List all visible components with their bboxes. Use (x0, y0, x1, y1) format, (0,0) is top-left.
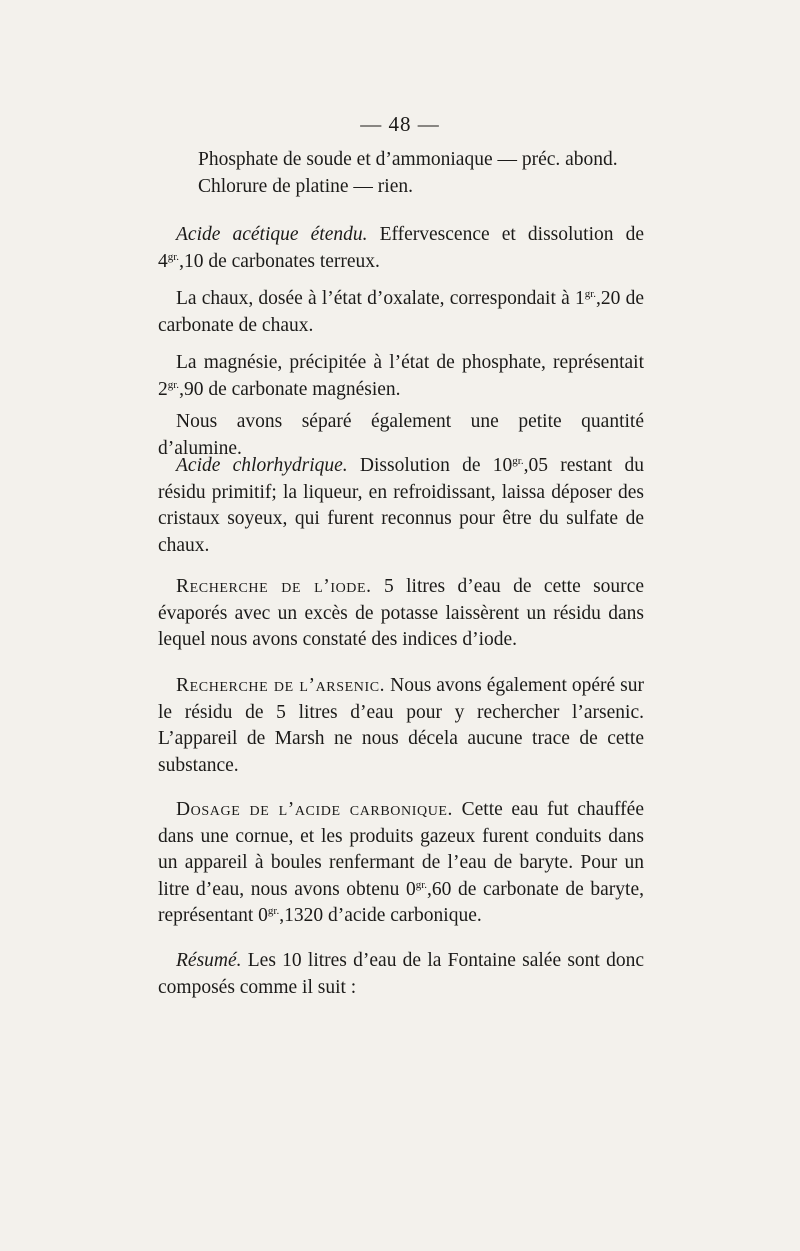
summary-text: Les 10 litres d’eau de la Fontaine salée sont donc composés comme il suit : (158, 950, 644, 998)
lime-text-a: La chaux, dosée à l’état d’oxalate, correspondait à 1 (176, 288, 585, 309)
magnesia-paragraph (158, 350, 644, 403)
arsenic-heading: Recherche de l’arsenic. (176, 675, 386, 696)
summary-section (158, 948, 644, 1001)
lime-paragraph (158, 286, 644, 339)
reagent-line-platinum: Chlorure de platine — rien. (198, 175, 413, 197)
summary-paragraph (158, 948, 644, 1001)
carbonic-text-b: ,60 de carbonate de baryte, représentant 0 (158, 878, 644, 926)
hydrochloric-text-b: ,05 restant du résidu primitif; la liqueur, en refroidissant, laissa déposer des cristaux soyeux, qui furent reconnus pour être du sulfate de chaux. (158, 455, 644, 556)
alumina-paragraph: Nous avons séparé également une petite quantité d’alumine. (158, 411, 644, 459)
carbonic-unit-b: gr. (267, 905, 280, 917)
acetic-paragraph (158, 222, 644, 275)
iodine-section (158, 574, 644, 654)
hydrochloric-text-a: Dissolution de 10 (347, 455, 513, 476)
carbonic-acid-section (158, 797, 644, 930)
carbonic-unit-a: gr. (415, 878, 428, 891)
hydrochloric-acid-section (158, 453, 644, 559)
iodine-heading: Recherche de l’iode. (176, 576, 372, 597)
carbonic-paragraph (158, 797, 644, 930)
carbonic-text-a: Cette eau fut chauffée dans une cornue, et les produits gazeux furent conduits dans un appareil à boules renfermant de l’eau de baryte. Pour un litre d’eau, nous avons obtenu 0 (158, 799, 644, 900)
acetic-text-b: ,10 de carbonates terreux. (179, 250, 380, 272)
hydrochloric-paragraph (158, 453, 644, 559)
acetic-heading: Acide acétique étendu. (176, 224, 368, 245)
iodine-text: 5 litres d’eau de cette source évaporés avec un excès de potasse laissèrent un résidu dans lequel nous avons constaté des indices d’iode. (158, 576, 644, 650)
arsenic-section (158, 673, 644, 779)
reagent-lines (158, 147, 644, 200)
arsenic-paragraph (158, 673, 644, 779)
acetic-unit: gr. (167, 250, 180, 263)
summary-heading: Résumé. (176, 950, 242, 971)
iodine-paragraph (158, 574, 644, 654)
hydrochloric-unit: gr. (512, 455, 524, 467)
arsenic-text: Nous avons également opéré sur le résidu de 5 litres d’eau pour y rechercher l’arsenic. L’appareil de Marsh ne nous décela aucune trace de cette substance. (158, 675, 644, 776)
hydrochloric-heading: Acide chlorhydrique. (176, 455, 348, 476)
page-number: — 48 — (360, 112, 440, 136)
lime-text-b: ,20 de carbonate de chaux. (158, 288, 644, 336)
acetic-text-a: Effervescence et dissolution de 4 (158, 224, 644, 272)
carbonic-text-c: ,1320 d’acide carbonique. (279, 905, 482, 926)
acetic-acid-section (158, 222, 644, 462)
carbonic-heading: Dosage de l’acide carbonique. (176, 799, 454, 820)
lime-unit: gr. (584, 288, 597, 300)
magnesia-text-b: ,90 de carbonate magnésien. (179, 378, 401, 400)
magnesia-text-a: La magnésie, précipitée à l’état de phosphate, représentait 2 (158, 352, 644, 400)
magnesia-unit: gr. (167, 378, 180, 391)
reagent-line-phosphate: Phosphate de soude et d’ammoniaque — préc. abond. (198, 149, 618, 170)
